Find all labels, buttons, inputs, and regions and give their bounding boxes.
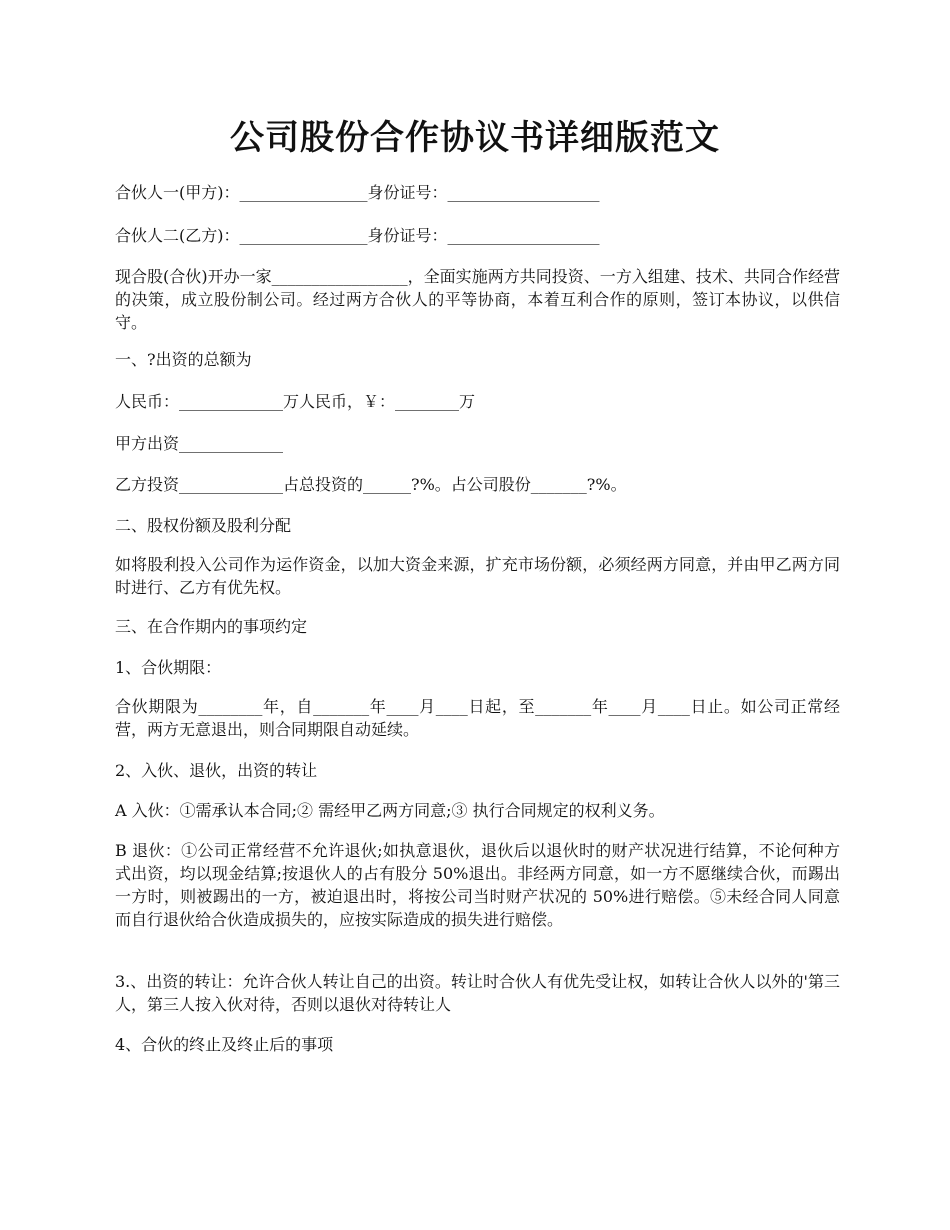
section-two-heading: 二、股权份额及股利分配 xyxy=(115,516,292,535)
term-heading: 1、合伙期限： xyxy=(115,658,222,677)
preamble-paragraph: 现合股(合伙)开办一家_________________，全面实施两方共同投资、一方入组建、技术、共同合作经营的决策，成立股份制公司。经过两方合伙人的平等协商，本着互利合作的原则，签订本协议，以供信守。 xyxy=(115,267,840,332)
join-exit-heading: 2、入伙、退伙，出资的转让 xyxy=(115,761,318,780)
exit-clause: B 退伙：①公司正常经营不允许退伙;如执意退伙，退伙后以退伙时的财产状况进行结算，不论何种方式出资，均以现金结算;按退伙人的占有股分 50%退出。非经两方同意，如一方不愿继续合伙，而踢出一方时，则被踢出的一方，被迫退出时，将按公司当时财产状况的 50%进行赔偿。⑤未经合同人同意而自行退伙给合伙造成损失的，应按实际造成的损失进行赔偿。 xyxy=(115,841,840,929)
join-clause: A 入伙：①需承认本合同;② 需经甲乙两方同意;③ 执行合同规定的权利义务。 xyxy=(115,801,665,820)
transfer-clause: 3.、出资的转让：允许合伙人转让自己的出资。转让时合伙人有优先受让权，如转让合伙人以外的'第三人，第三人按入伙对待，否则以退伙对待转让人 xyxy=(115,972,840,1014)
partner-two-line: 合伙人二(乙方)：________________身份证号：___________________ xyxy=(115,226,600,245)
rmb-amount-line: 人民币：_____________万人民币，￥：________万 xyxy=(115,392,476,411)
document-title: 公司股份合作协议书详细版范文 xyxy=(230,118,720,158)
section-three-heading: 三、在合作期内的事项约定 xyxy=(115,617,308,636)
term-paragraph: 合伙期限为________年，自_______年____月____日起，至_______年____月____日止。如公司正常经营，两方无意退出，则合同期限自动延续。 xyxy=(115,697,840,739)
partner-one-line: 合伙人一(甲方)：________________身份证号：___________________ xyxy=(115,183,600,202)
termination-heading: 4、合伙的终止及终止后的事项 xyxy=(115,1035,334,1054)
party-b-investment-line: 乙方投资_____________占总投资的______?%。占公司股份_______?%。 xyxy=(115,475,627,494)
party-a-investment-line: 甲方出资_____________ xyxy=(115,434,284,453)
dividend-paragraph: 如将股利投入公司作为运作资金，以加大资金来源，扩充市场份额，必须经两方同意，并由甲乙两方同时进行、乙方有优先权。 xyxy=(115,555,840,597)
section-one-heading: 一、?出资的总额为 xyxy=(115,350,252,369)
